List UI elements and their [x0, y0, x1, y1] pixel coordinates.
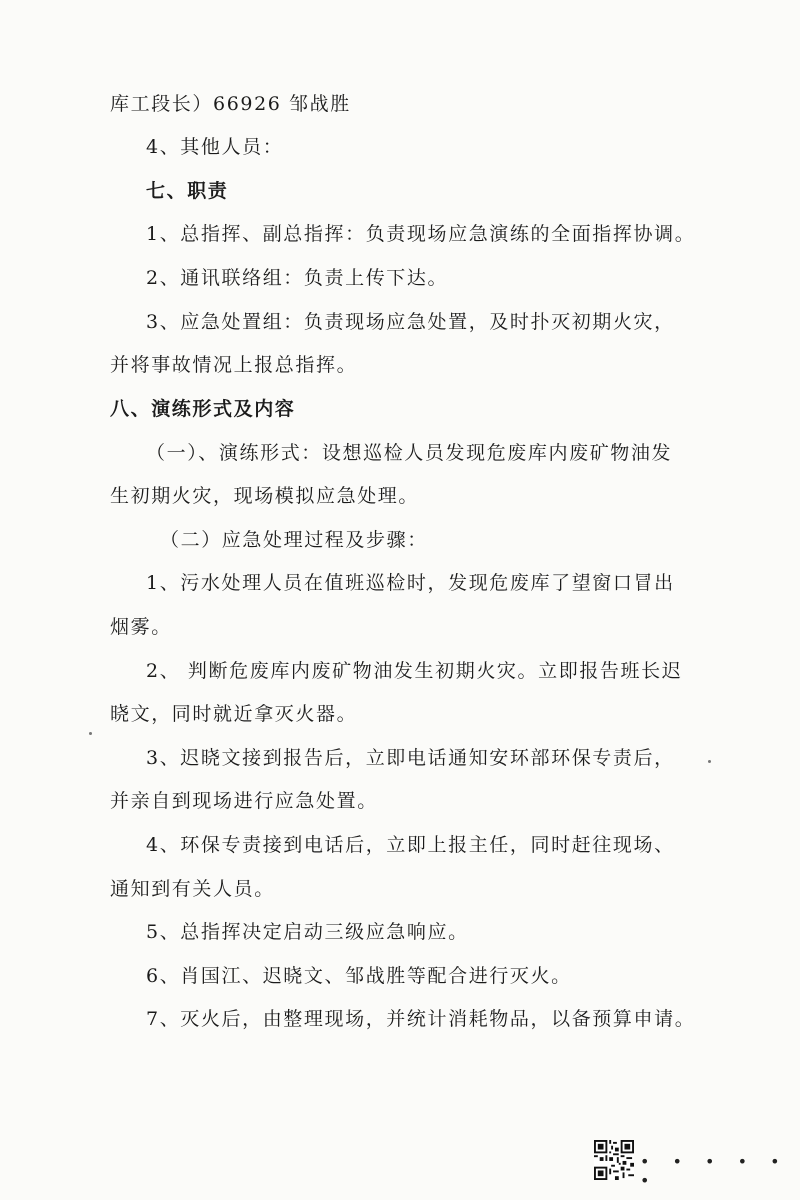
text-line-16: 3、迟晓文接到报告后，立即电话通知安环部环保专责后，	[146, 747, 675, 769]
text-line-2: 4、其他人员：	[146, 136, 284, 158]
text-line-9: （一）、演练形式：设想巡检人员发现危废库内废矿物油发	[146, 442, 673, 464]
text-line-19: 通知到有关人员。	[110, 878, 275, 900]
text-line-7: 并将事故情况上报总指挥。	[110, 354, 358, 376]
text-line-6: 3、应急处置组：负责现场应急处置，及时扑灭初期火灾，	[146, 311, 675, 333]
text-line-13: 烟雾。	[110, 616, 172, 638]
text-line-12: 1、污水处理人员在值班巡检时，发现危废库了望窗口冒出	[146, 572, 675, 594]
qr-code-icon	[594, 1140, 634, 1180]
text-line-17: 并亲自到现场进行应急处置。	[110, 790, 378, 812]
text-line-14: 2、 判断危废库内废矿物油发生初期火灾。立即报告班长迟	[146, 660, 683, 682]
text-line-10: 生初期火灾，现场模拟应急处理。	[110, 485, 420, 507]
text-line-21: 6、肖国江、迟晓文、邹战胜等配合进行灭火。	[146, 965, 572, 987]
section-heading-drill: 八、演练形式及内容	[110, 398, 296, 420]
scan-speck	[89, 732, 92, 735]
text-line-15: 晓文，同时就近拿灭火器。	[110, 703, 358, 725]
text-line-11: （二）应急处理过程及步骤：	[160, 529, 428, 551]
footer-dots: • • • • • •	[640, 1152, 789, 1190]
text-line-1: 库工段长）66926 邹战胜	[110, 93, 351, 115]
scan-speck	[708, 760, 711, 763]
text-line-20: 5、总指挥决定启动三级应急响应。	[146, 921, 469, 943]
text-line-5: 2、通讯联络组：负责上传下达。	[146, 267, 449, 289]
section-heading-duties: 七、职责	[146, 180, 229, 202]
text-line-22: 7、灭火后，由整理现场，并统计消耗物品，以备预算申请。	[146, 1008, 696, 1030]
text-line-18: 4、环保专责接到电话后，立即上报主任，同时赶往现场、	[146, 834, 675, 856]
text-line-4: 1、总指挥、副总指挥：负责现场应急演练的全面指挥协调。	[146, 223, 696, 245]
